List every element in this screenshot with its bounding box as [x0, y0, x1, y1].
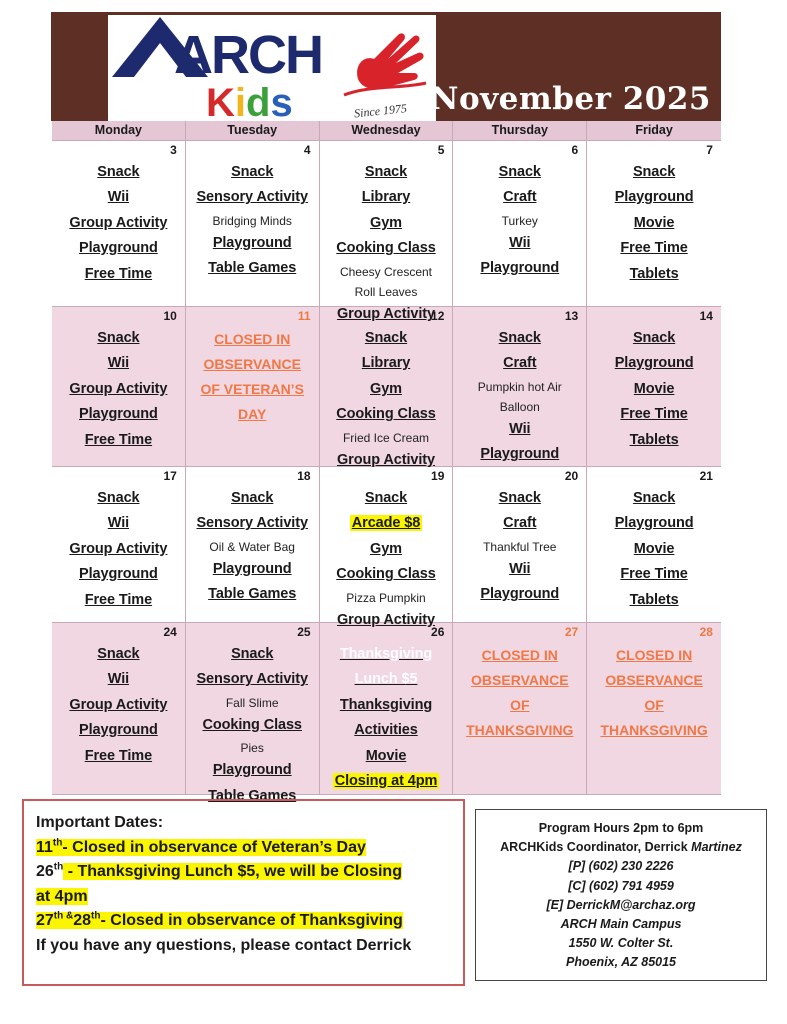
activity-detail [355, 282, 418, 302]
activity [97, 486, 139, 511]
activity-text: Snack [231, 164, 274, 180]
closed-notice [466, 718, 573, 743]
activity [503, 511, 536, 536]
activity [69, 211, 167, 236]
weekday-header: Monday [52, 121, 186, 140]
activity [634, 211, 675, 236]
day-number: 14 [699, 309, 713, 323]
important-dates-title: Important Dates: [36, 814, 164, 831]
activity [615, 351, 694, 376]
city-address: Phoenix, AZ 85015 [566, 955, 676, 970]
activity-text: Snack [632, 164, 676, 180]
activity-text: Gym [370, 380, 402, 397]
activity-text: Wii [509, 234, 531, 251]
day-cell [587, 623, 721, 794]
activity [503, 185, 536, 210]
activity [79, 718, 158, 743]
activity [333, 769, 440, 794]
day-number: 28 [699, 625, 713, 639]
closed-notice [510, 693, 529, 718]
activity-text: Playground [480, 260, 560, 277]
activity-text: Table Games [208, 260, 297, 277]
day-cell [587, 467, 721, 622]
activity-text: Playground [614, 189, 694, 206]
activity-text: Playground [79, 566, 158, 583]
activity [350, 511, 422, 536]
activity [213, 231, 292, 256]
activity-text: Playground [614, 515, 694, 532]
activity [370, 377, 402, 402]
date-sup: th [53, 910, 64, 922]
activity-text: Snack [231, 490, 274, 506]
activity [202, 713, 301, 738]
activity [340, 693, 432, 718]
activity [231, 486, 273, 511]
activity-detail [500, 397, 540, 417]
activity [340, 642, 432, 667]
activity-text: Free Time [620, 566, 688, 583]
activity-text: Gym [370, 214, 402, 231]
activity-text: CLOSED IN [214, 331, 291, 347]
activity [480, 582, 559, 607]
closed-notice [600, 718, 707, 743]
date-text: - Thanksgiving Lunch $5, [63, 863, 265, 880]
activity [499, 160, 541, 185]
date-line-thanksgiving-lunch [36, 860, 453, 885]
date-amp: & [63, 910, 74, 922]
activity-text: Thanksgiving [339, 696, 433, 713]
activity-text: Movie [365, 747, 407, 764]
date-num: 11 [36, 838, 53, 856]
closed-notice [238, 402, 266, 427]
date-line-closing-time [36, 885, 453, 910]
date-num: 26 [36, 863, 54, 880]
activity-text: Arcade $8 [351, 515, 421, 532]
activity [509, 417, 530, 442]
activity-detail [478, 377, 562, 397]
activity-text: Playground [614, 355, 694, 372]
activity-text: Wii [509, 560, 531, 577]
activity-text: Movie [633, 380, 675, 397]
activity-text: Snack [364, 164, 408, 180]
day-number: 11 [297, 309, 311, 323]
activity-text: THANKSGIVING [466, 722, 574, 738]
activity-text: THANKSGIVING [600, 722, 708, 738]
activity [108, 667, 129, 692]
activity-text: Oil & Water Bag [209, 539, 295, 554]
activity-text: Cooking Class [202, 716, 302, 733]
activity [499, 486, 541, 511]
cell-phone: [C] (602) 791 4959 [568, 878, 674, 893]
activity [370, 211, 402, 236]
day-cell [320, 307, 454, 466]
day-cell [453, 141, 587, 306]
activity-text: Playground [480, 586, 560, 603]
activity [231, 160, 273, 185]
activity-text: Craft [503, 515, 537, 532]
activity-text: Wii [107, 189, 130, 206]
logo-since-text: Since 1975 [353, 101, 408, 121]
weekday-header-row [52, 121, 721, 141]
activity [208, 256, 296, 281]
activity-detail [340, 262, 432, 282]
activity-text: Group Activity [69, 214, 168, 231]
activity [365, 160, 407, 185]
activity [85, 744, 152, 769]
coordinator-last-name: Martinez [691, 840, 742, 855]
activity-text: Cheesy Crescent [339, 264, 433, 279]
activity-text: CLOSED IN [615, 647, 693, 663]
activity [503, 351, 536, 376]
campus-name: ARCH Main Campus [560, 917, 682, 932]
activity-text: Cooking Class [336, 406, 436, 423]
day-number: 27 [564, 625, 579, 639]
activity-detail [483, 537, 556, 557]
date-num: 28 [73, 912, 92, 929]
activity [336, 236, 435, 261]
activity-detail [209, 537, 295, 557]
activity-text: Table Games [208, 787, 297, 804]
activity [370, 537, 402, 562]
activity-text: Tablets [629, 591, 679, 608]
day-number: 13 [564, 309, 579, 323]
date-sup: th [53, 861, 64, 873]
closed-notice [482, 643, 558, 668]
activity [196, 511, 308, 536]
activity-text: Wii [107, 515, 130, 532]
date-text: - Closed in observance of Veteran’s Day [62, 838, 366, 856]
activity-text: Activities [354, 722, 418, 739]
activity [630, 588, 679, 613]
week-row [52, 623, 721, 804]
day-number: 17 [163, 469, 177, 483]
activity-text: Tablets [629, 265, 679, 282]
date-sup: th [91, 910, 101, 922]
activity [365, 326, 407, 351]
day-cell [186, 307, 320, 466]
activity-text: Snack [498, 490, 541, 506]
activity-detail [502, 211, 538, 231]
coordinator [476, 838, 766, 857]
day-cell [453, 623, 587, 794]
day-cell [52, 623, 186, 794]
activity-text: Free Time [84, 431, 153, 448]
activity [85, 428, 152, 453]
activity-text: Free Time [620, 406, 688, 423]
activity-text: OF VETERAN’S [200, 381, 304, 397]
activity-text: Playground [212, 762, 292, 779]
activity-text: Group Activity [337, 611, 435, 628]
activity-text: Wii [509, 420, 531, 437]
activity-detail [241, 738, 264, 758]
week-row [52, 467, 721, 628]
date-sup: th [52, 837, 63, 849]
calendar-grid [52, 121, 721, 804]
activity-text: Snack [364, 490, 408, 506]
activity-detail [226, 693, 279, 713]
activity-text: Tablets [629, 431, 679, 448]
activity [499, 326, 541, 351]
date-line-veterans [36, 836, 453, 861]
month-title: November 2025 [430, 81, 711, 117]
activity-text: Lunch $5 [354, 671, 418, 688]
activity-text: Snack [498, 330, 541, 346]
day-number: 4 [303, 143, 311, 157]
activity-text: Group Activity [69, 696, 168, 713]
activity [620, 236, 687, 261]
day-number: 10 [163, 309, 177, 323]
activity [630, 262, 679, 287]
activity [633, 160, 675, 185]
activity-text: Snack [97, 164, 140, 180]
day-number: 7 [706, 143, 713, 157]
phone: [P] (602) 230 2226 [568, 859, 674, 874]
activity [208, 582, 296, 607]
closed-notice [203, 352, 301, 377]
activity [97, 160, 139, 185]
activity-text: Free Time [84, 747, 153, 764]
activity-text: Snack [97, 490, 140, 506]
activity-text: Library [361, 355, 411, 372]
activity [509, 231, 530, 256]
activity [79, 236, 158, 261]
day-cell [186, 623, 320, 804]
activity-text: Roll Leaves [354, 284, 418, 299]
activity [615, 511, 694, 536]
activity [366, 744, 407, 769]
activity-text: DAY [238, 406, 267, 422]
day-number: 19 [431, 469, 445, 483]
activity [108, 185, 129, 210]
day-number: 25 [297, 625, 311, 639]
day-number: 21 [699, 469, 713, 483]
day-cell [453, 307, 587, 466]
day-number: 5 [437, 143, 445, 157]
activity-text: Craft [503, 355, 537, 372]
activity [213, 758, 292, 783]
activity [79, 562, 158, 587]
closed-notice [200, 377, 303, 402]
day-cell [587, 307, 721, 466]
activity [69, 693, 167, 718]
activity [365, 486, 407, 511]
activity-text: Cooking Class [336, 566, 436, 583]
closed-notice [214, 327, 290, 352]
day-cell [186, 467, 320, 622]
day-cell [52, 467, 186, 622]
activity [354, 718, 417, 743]
logo-graphic [108, 15, 436, 121]
program-hours: Program Hours 2pm to 6pm [538, 821, 704, 835]
week-row [52, 307, 721, 467]
important-dates-box [22, 799, 465, 986]
closed-notice [605, 668, 703, 693]
activity-text: Movie [633, 214, 675, 231]
weeks-container [52, 141, 721, 804]
activity [108, 511, 129, 536]
activity-text: Bridging Minds [212, 213, 292, 228]
closed-notice [644, 693, 663, 718]
weekday-header: Thursday [453, 121, 587, 140]
activity-text: Library [361, 189, 411, 206]
activity-text: Playground [212, 560, 292, 577]
day-number: 18 [297, 469, 311, 483]
date-text: - Closed in observance of Thanksgiving [100, 912, 403, 929]
activity-text: OBSERVANCE [471, 672, 569, 688]
activity [97, 642, 139, 667]
activity-text: Thankful Tree [483, 539, 557, 554]
activity [620, 402, 687, 427]
activity [336, 402, 435, 427]
activity-text: Snack [97, 330, 140, 346]
activity-text: Snack [498, 164, 541, 180]
activity-text: Table Games [208, 586, 297, 603]
activity [615, 185, 694, 210]
activity [633, 326, 675, 351]
email: [E] DerrickM@archaz.org [546, 897, 696, 912]
activity-text: Thanksgiving [339, 646, 433, 662]
activity [355, 667, 418, 692]
activity-text: Snack [632, 330, 676, 346]
logo-arch-text: ARCH [174, 25, 322, 85]
logo-kids-text: Kids [206, 81, 293, 121]
activity-detail [343, 428, 429, 448]
weekday-header: Tuesday [186, 121, 320, 140]
day-cell [186, 141, 320, 306]
activity [231, 642, 273, 667]
day-cell [320, 623, 454, 794]
activity [213, 557, 292, 582]
activity [196, 185, 308, 210]
activity-text: Free Time [620, 240, 688, 257]
activity-text: Free Time [84, 265, 153, 282]
activity-text: Snack [632, 490, 676, 506]
activity-text: Balloon [499, 399, 540, 414]
hand-icon [344, 33, 426, 95]
activity-text: Movie [633, 540, 675, 557]
day-number: 12 [431, 309, 445, 323]
activity [480, 442, 559, 467]
date-highlight: we will be Closing [264, 863, 402, 880]
day-number: 3 [170, 143, 177, 157]
day-cell [587, 141, 721, 306]
date-num: 27 [36, 912, 54, 929]
activity-text: Pumpkin hot Air [477, 379, 562, 394]
activity-text: OF [644, 697, 664, 713]
activity [69, 537, 167, 562]
day-number: 20 [564, 469, 579, 483]
header-band [51, 12, 721, 121]
activity-detail [213, 211, 292, 231]
activity-text: Group Activity [337, 305, 435, 322]
activity [634, 377, 675, 402]
activity-text: Closing at 4pm [334, 773, 438, 790]
activity-detail [346, 588, 425, 608]
weekday-header: Wednesday [320, 121, 454, 140]
activity [630, 428, 679, 453]
day-number: 6 [571, 143, 579, 157]
activity-text: Playground [79, 722, 158, 739]
activity [108, 351, 129, 376]
activity-text: Group Activity [69, 540, 168, 557]
coordinator-label: ARCHKids Coordinator, Derrick [500, 840, 692, 855]
activity-text: Group Activity [69, 380, 168, 397]
activity [634, 537, 675, 562]
activity-text: Playground [480, 446, 560, 463]
street-address: 1550 W. Colter St. [568, 936, 674, 951]
activity [362, 185, 410, 210]
date-text: at 4pm [36, 887, 88, 905]
closed-notice [616, 643, 692, 668]
date-line-thanksgiving-closed [36, 909, 453, 934]
program-info-box [475, 809, 767, 981]
activity-text: CLOSED IN [481, 647, 558, 663]
activity [196, 667, 308, 692]
activity-text: Sensory Activity [196, 671, 308, 688]
activity-text: Group Activity [337, 451, 435, 468]
activity-text: Snack [97, 646, 140, 662]
activity [620, 562, 687, 587]
activity [509, 557, 530, 582]
activity-text: OBSERVANCE [203, 356, 301, 372]
day-cell [52, 307, 186, 466]
activity [85, 262, 152, 287]
activity-text: Sensory Activity [196, 515, 308, 532]
activity-text: OBSERVANCE [605, 672, 703, 688]
activity-text: Fall Slime [225, 695, 279, 710]
closed-notice [471, 668, 569, 693]
activity [69, 377, 167, 402]
activity-text: Fried Ice Cream [342, 430, 429, 445]
activity [480, 256, 559, 281]
day-cell [453, 467, 587, 622]
day-cell [320, 467, 454, 628]
activity [362, 351, 410, 376]
activity-text: Playground [79, 406, 158, 423]
day-number: 26 [431, 625, 445, 639]
activity-text: OF [510, 697, 530, 713]
activity-text: Playground [212, 234, 292, 251]
activity-text: Playground [79, 240, 158, 257]
activity [85, 588, 152, 613]
activity-text: Craft [503, 189, 537, 206]
activity-text: Cooking Class [336, 240, 436, 257]
activity-text: Free Time [84, 591, 153, 608]
arch-kids-logo [108, 15, 436, 121]
activity-text: Wii [107, 671, 130, 688]
activity-text: Sensory Activity [196, 189, 308, 206]
contact-note: If you have any questions, please contact Derrick [36, 936, 412, 954]
activity-text: Snack [364, 330, 408, 346]
activity-text: Snack [231, 646, 274, 662]
activity [336, 562, 435, 587]
activity [97, 326, 139, 351]
day-number: 24 [163, 625, 177, 639]
activity [79, 402, 158, 427]
activity [633, 486, 675, 511]
activity-text: Turkey [501, 213, 538, 228]
day-cell [52, 141, 186, 306]
weekday-header: Friday [635, 123, 673, 137]
activity-text: Gym [370, 540, 402, 557]
activity-text: Wii [107, 355, 130, 372]
activity-text: Pizza Pumpkin [346, 590, 426, 605]
activity-text: Pies [240, 741, 264, 756]
